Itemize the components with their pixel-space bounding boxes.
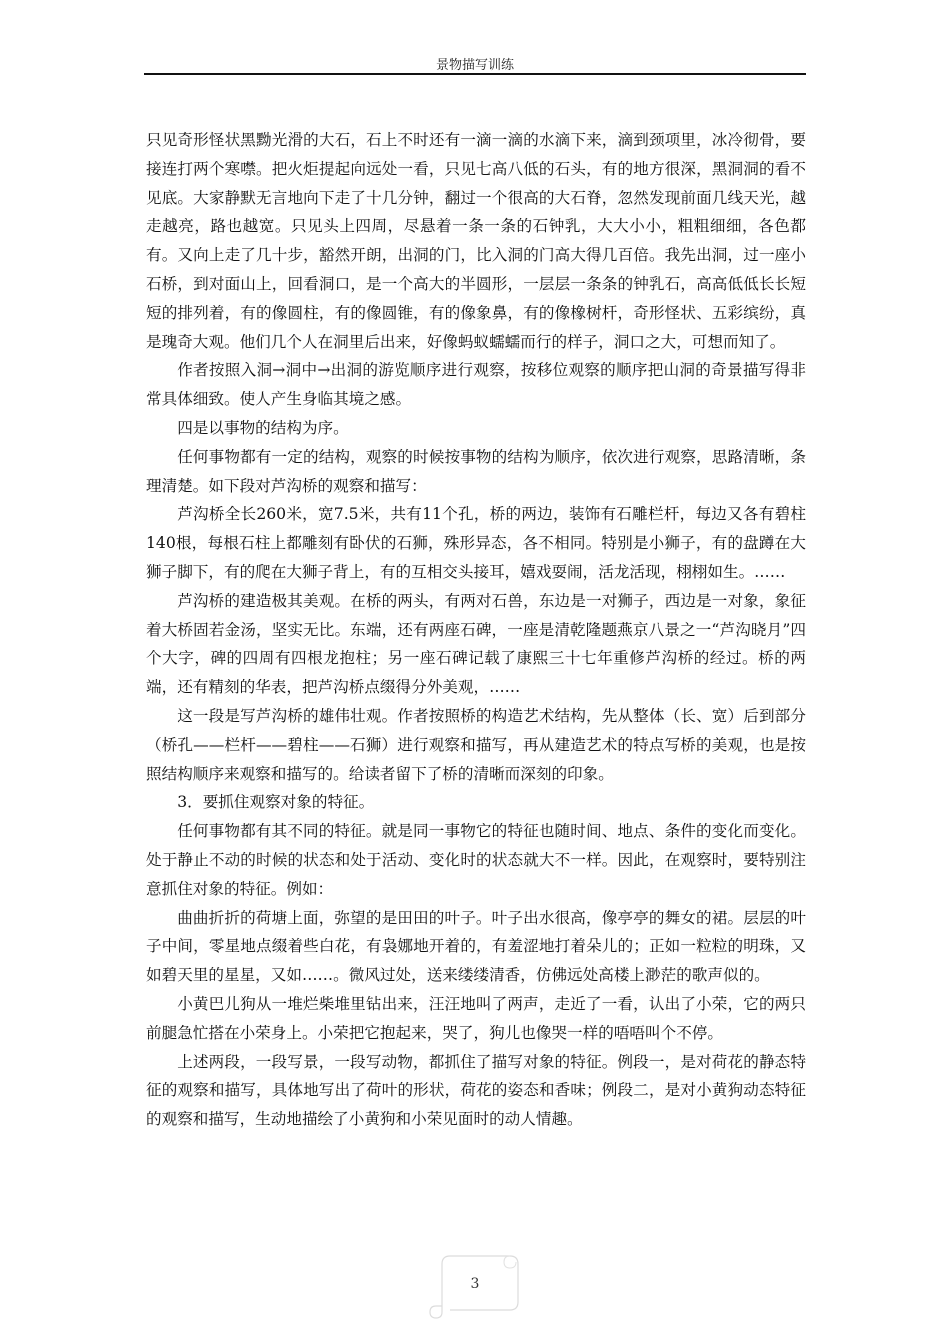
paragraph-bridge-beauty: 芦沟桥的建造极其美观。在桥的两头，有两对石兽，东边是一对狮子，西边是一对象，象征着大桥固若金汤，坚实无比。东端，还有两座石碑，一座是清乾隆题燕京八景之一“芦沟晓月”四个大字，碑的四周有四根龙抱柱；另一座石碑记载了康熙三十七年重修芦沟桥的经过。桥的两端，还有精刻的华表，把芦沟桥点缀得分外美观，…… <box>146 591 806 697</box>
paragraph-lotus-example: 曲曲折折的荷塘上面，弥望的是田田的叶子。叶子出水很高，像亭亭的舞女的裙。层层的叶子中间，零星地点缀着些白花，有袅娜地开着的，有羞涩地打着朵儿的；正如一粒粒的明珠，又如碧天里的星星，又如……。微风过处，送来缕缕清香，仿佛远处高楼上渺茫的歌声似的。 <box>146 908 806 985</box>
body-text <box>146 126 806 1134</box>
paragraph-bridge-lions: 芦沟桥全长260米，宽7.5米，共有11个孔，桥的两边，装饰有石雕栏杆，每边又各有碧柱140根，每根石柱上都雕刻有卧伏的石狮，殊形异态，各不相同。特别是小狮子，有的盘蹲在大狮子脚下，有的爬在大狮子背上，有的互相交头接耳，嬉戏耍闹，活龙活现，栩栩如生。…… <box>146 505 806 581</box>
paragraph-structure-heading: 四是以事物的结构为序。 <box>177 418 349 437</box>
paragraph-bridge-analysis: 这一段是写芦沟桥的雄伟壮观。作者按照桥的构造艺术结构，先从整体（长、宽）后到部分（桥孔——栏杆——碧柱——石狮）进行观察和描写，再从建造艺术的特点写桥的美观，也是按照结构顺序来观察和描写的。给读者留下了桥的清晰而深刻的印象。 <box>146 706 806 783</box>
paragraph-cave-analysis: 作者按照入洞→洞中→出洞的游览顺序进行观察，按移位观察的顺序把山洞的奇景描写得非常具体细致。使人产生身临其境之感。 <box>146 361 806 409</box>
section-heading-features: 3．要抓住观察对象的特征。 <box>177 793 375 812</box>
paragraph-dog-example: 小黄巴儿狗从一堆烂柴堆里钻出来，汪汪地叫了两声，走近了一看，认出了小荣，它的两只前腿急忙搭在小荣身上。小荣把它抱起来，哭了，狗儿也像哭一样的唔唔叫个不停。 <box>146 994 806 1042</box>
running-header: 景物描写训练 <box>435 58 514 73</box>
paragraph-examples-analysis: 上述两段，一段写景，一段写动物，都抓住了描写对象的特征。例段一，是对荷花的静态特征的观察和描写，具体地写出了荷叶的形状，荷花的姿态和香味；例段二，是对小黄狗动态特征的观察和描写，生动地描绘了小黄狗和小荣见面时的动人情趣。 <box>146 1052 806 1129</box>
header-rule <box>144 73 806 75</box>
page-number-scroll <box>428 1250 522 1322</box>
page-number: 3 <box>470 1276 480 1292</box>
paragraph-structure-intro: 任何事物都有一定的结构，观察的时候按事物的结构为顺序，依次进行观察，思路清晰，条理清楚。如下段对芦沟桥的观察和描写： <box>146 447 806 495</box>
paragraph-features-intro: 任何事物都有其不同的特征。就是同一事物它的特征也随时间、地点、条件的变化而变化。处于静止不动的时候的状态和处于活动、变化时的状态就大不一样。因此，在观察时，要特别注意抓住对象的特征。例如： <box>146 822 806 898</box>
paragraph-cave-description: 只见奇形怪状黑黝光滑的大石，石上不时还有一滴一滴的水滴下来，滴到颈项里，冰冷彻骨，要接连打两个寒噤。把火炬提起向远处一看，只见七高八低的石头，有的地方很深，黑洞洞的看不见底。大家静默无言地向下走了十几分钟，翻过一个很高的大石脊，忽然发现前面几线天光，越走越亮，路也越宽。只见头上四周，尽悬着一条一条的石钟乳，大大小小，粗粗细细，各色都有。又向上走了几十步，豁然开朗，出洞的门，比入洞的门高大得几百倍。我先出洞，过一座小石桥，到对面山上，回看洞口，是一个高大的半圆形，一层层一条条的钟乳石，高高低低长长短短的排列着，有的像圆柱，有的像圆锥，有的像象鼻，有的像橡树杆，奇形怪状、五彩缤纷，真是瑰奇大观。他们几个人在洞里后出来，好像蚂蚁蠕蠕而行的样子，洞口之大，可想而知了。 <box>146 131 806 351</box>
